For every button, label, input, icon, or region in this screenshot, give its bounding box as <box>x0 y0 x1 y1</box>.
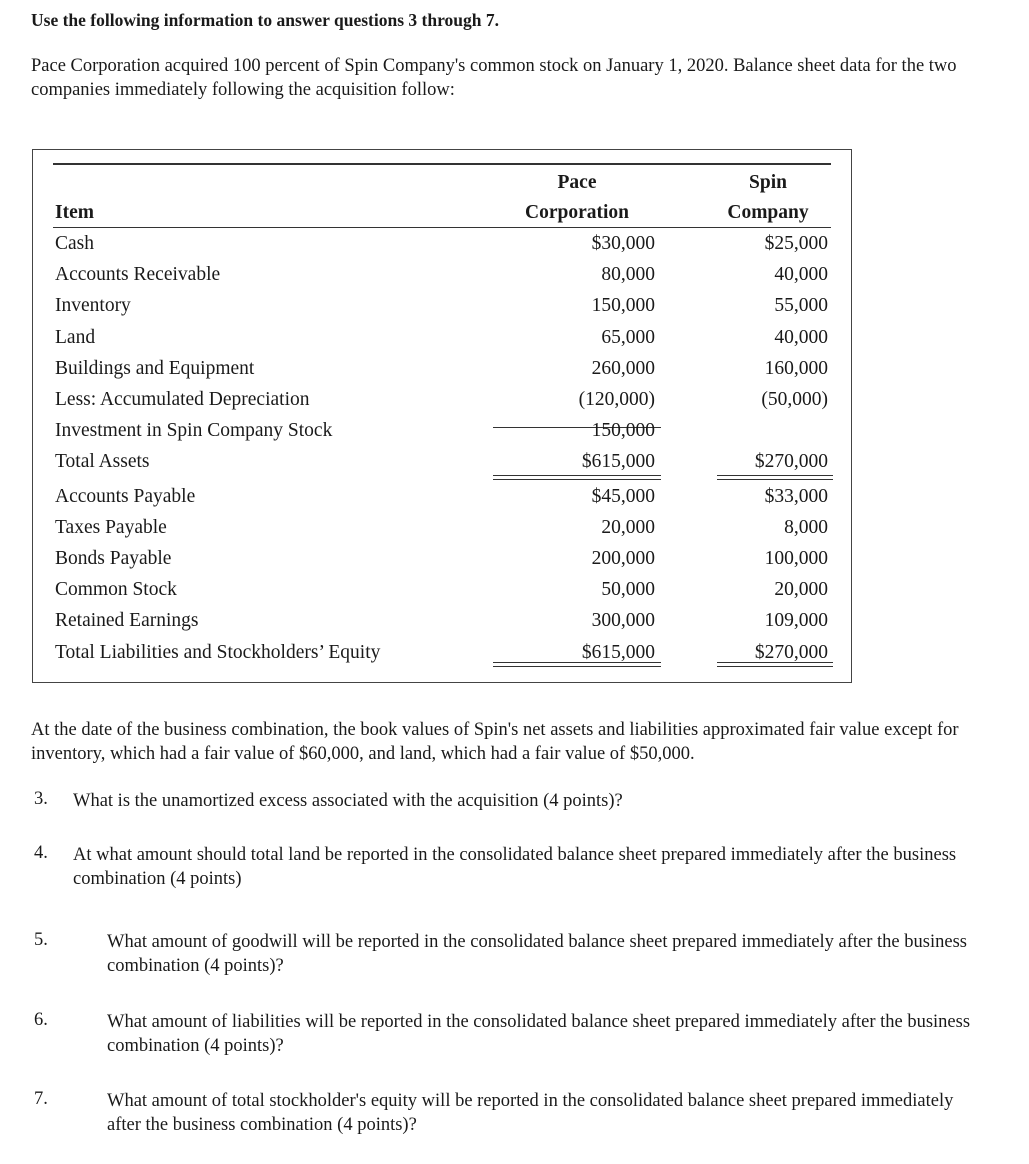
question-number: 7. <box>34 1089 48 1109</box>
row-pace-value: 80,000 <box>601 264 655 286</box>
row-item-label: Retained Earnings <box>55 610 199 632</box>
row-item-label: Land <box>55 326 96 348</box>
row-pace-value: 150,000 <box>591 295 655 317</box>
row-pace-value: 20,000 <box>601 516 655 538</box>
row-item-label: Total Assets <box>55 451 150 473</box>
question-text: What amount of total stockholder's equity will be reported in the consolidated balance sheet prepared immediately after the business combination (4 points)? <box>107 1091 954 1135</box>
row-item-label: Taxes Payable <box>55 516 167 538</box>
row-spin-value: 100,000 <box>764 548 828 569</box>
row-pace-value: $45,000 <box>591 485 655 507</box>
row-pace-value: 260,000 <box>591 357 655 379</box>
row-spin-value: 160,000 <box>764 357 828 379</box>
row-pace-value: 65,000 <box>601 326 655 348</box>
question-number: 3. <box>34 789 48 809</box>
spin-assets-double-rule <box>717 475 833 480</box>
question-text: At what amount should total land be reported in the consolidated balance sheet prepared immediately after the business combination (4 points) <box>73 845 957 889</box>
row-spin-value: 40,000 <box>774 326 828 348</box>
fair-value-note: At the date of the business combination, the book values of Spin's net assets and liabilities approximated fair value except for inventory, which had a fair value of $60,000, and land, which had a fair value of $50,000. <box>31 720 959 764</box>
row-spin-value: $270,000 <box>754 451 828 473</box>
row-item-label: Investment in Spin Company Stock <box>55 420 333 442</box>
row-spin-value: 109,000 <box>764 610 828 632</box>
row-pace-value: $615,000 <box>581 641 655 663</box>
spin-header-line2: Company <box>727 202 809 223</box>
row-spin-value: $270,000 <box>754 641 828 663</box>
intro-paragraph: Pace Corporation acquired 100 percent of Spin Company's common stock on January 1, 2020. Balance sheet data for the two companies immediately following the acquisition follow: <box>31 56 957 100</box>
row-item-label: Less: Accumulated Depreciation <box>55 389 310 410</box>
question-text: What is the unamortized excess associated with the acquisition (4 points)? <box>73 791 623 811</box>
pace-assets-double-rule <box>493 475 661 480</box>
balance-sheet-table <box>32 149 852 683</box>
row-spin-value: (50,000) <box>761 389 828 410</box>
row-item-label: Accounts Receivable <box>55 264 221 286</box>
spin-header-line1: Spin <box>749 172 787 193</box>
row-spin-value: $25,000 <box>764 233 828 254</box>
row-item-label: Total Liabilities and Stockholders’ Equity <box>55 641 381 663</box>
row-pace-value: $30,000 <box>591 233 655 254</box>
header-bottom-rule <box>53 227 831 228</box>
question-text: What amount of liabilities will be reported in the consolidated balance sheet prepared immediately after the business combination (4 points)? <box>107 1012 971 1056</box>
row-pace-value: 150,000 <box>591 420 655 442</box>
row-pace-value: 50,000 <box>601 579 655 601</box>
row-spin-value: 55,000 <box>774 295 828 317</box>
row-pace-value: $615,000 <box>581 451 655 473</box>
row-pace-value: 200,000 <box>591 548 655 569</box>
row-item-label: Bonds Payable <box>55 548 172 569</box>
row-item-label: Buildings and Equipment <box>55 357 255 379</box>
row-spin-value: 40,000 <box>774 264 828 286</box>
table-top-rule <box>53 163 831 165</box>
question-number: 6. <box>34 1010 48 1030</box>
row-pace-value: (120,000) <box>578 389 655 410</box>
row-spin-value: 8,000 <box>784 516 828 538</box>
pace-header-line1: Pace <box>557 172 597 193</box>
question-number: 5. <box>34 930 48 950</box>
row-spin-value: $33,000 <box>764 485 828 507</box>
row-item-label: Inventory <box>55 295 131 317</box>
row-item-label: Accounts Payable <box>55 485 196 507</box>
item-header: Item <box>55 202 94 223</box>
pace-header-line2: Corporation <box>525 202 629 223</box>
question-number: 4. <box>34 843 48 863</box>
question-text: What amount of goodwill will be reported in the consolidated balance sheet prepared immediately after the business combination (4 points)? <box>107 932 967 976</box>
row-pace-value: 300,000 <box>591 610 655 632</box>
row-spin-value: 20,000 <box>774 579 828 601</box>
page-heading: Use the following information to answer questions 3 through 7. <box>31 10 499 30</box>
row-item-label: Cash <box>55 233 94 254</box>
row-item-label: Common Stock <box>55 579 177 601</box>
